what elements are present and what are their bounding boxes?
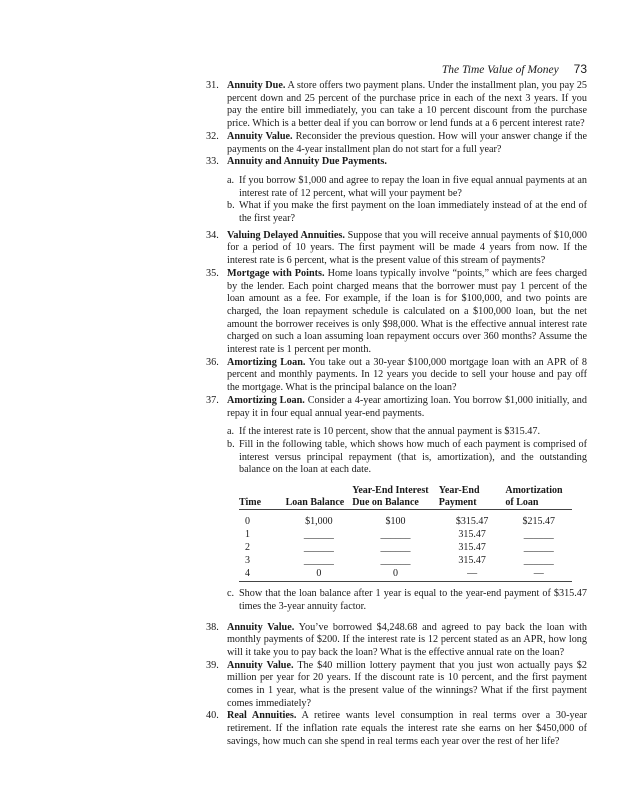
sub-question-letter: c.: [227, 588, 235, 600]
running-head: [442, 62, 587, 76]
table-cell: 0: [245, 516, 250, 528]
problem-number: 37.: [206, 394, 219, 406]
table-cell: ______: [303, 555, 334, 567]
problem-40: [206, 710, 587, 748]
problem-title: Real Annuities.: [227, 710, 297, 722]
sub-question: [206, 200, 587, 225]
sub-question: [206, 175, 587, 200]
sub-question-letter: a.: [227, 174, 235, 186]
problem-text: You take out a 30-year $100,000 mortgage loan with an APR of 8 percent and monthly payments. In 12 years you decide to sell your house and pay off the mortgage. What is the principal balance on the loan?: [227, 356, 587, 394]
problem-text: You’ve borrowed $4,248.68 and agreed to pay back the loan with monthly payments of $200. If the interest rate is 12 percent stated as an APR, how long will it take you to pay back the loan? What is the effective annual rate on the loan?: [227, 621, 587, 658]
table-cell: 0: [286, 567, 353, 582]
problem-32: [206, 131, 587, 156]
table-body: [239, 510, 572, 582]
problem-title: Annuity Value.: [227, 130, 293, 142]
sub-question-text: What if you make the first payment on the loan immediately instead of at the end of the first year?: [239, 200, 587, 225]
table-cell: 2: [245, 542, 250, 554]
amortization-table: [239, 485, 572, 582]
table-cell: 0: [352, 567, 439, 582]
problem-text: The $40 million lottery payment that you just won actually pays $2 million per year for 20 years. If the discount rate is 10 percent, and the first payment comes in 1 year, what is the present value of the winnings? What if the first payment comes immediately?: [227, 659, 587, 709]
table-row: [239, 554, 572, 567]
problem-title: Annuity Value.: [227, 621, 295, 633]
sub-question-text: If you borrow $1,000 and agree to repay the loan in five equal annual payments at an interest rate of 12 percent, what will your payment be?: [239, 174, 587, 199]
table-cell: 315.47: [458, 555, 486, 567]
sub-question-text: If the interest rate is 10 percent, show that the annual payment is $315.47.: [239, 426, 541, 438]
problem-39: [206, 660, 587, 711]
column-header: Year-End Payment: [439, 485, 506, 510]
problem-title: Amortizing Loan.: [227, 356, 306, 368]
problem-number: 38.: [206, 621, 219, 633]
problem-34: [206, 230, 587, 268]
sub-question-letter: b.: [227, 200, 235, 212]
table-cell: 1: [245, 529, 250, 541]
column-header: Amortization of Loan: [505, 485, 572, 510]
column-header: Year-End Interest Due on Balance: [352, 485, 439, 510]
table-header: [239, 485, 572, 510]
sub-question-text: Fill in the following table, which shows how much of each payment is comprised of interest versus principal repayment (that is, amortization), and the outstanding balance on the loan at each date.: [239, 438, 587, 476]
column-header: Loan Balance: [286, 485, 353, 510]
problem-number: 33.: [206, 156, 219, 168]
problem-number: 32.: [206, 130, 219, 142]
table-cell: ______: [303, 542, 334, 554]
table-row: [239, 541, 572, 554]
table-cell: $215.47: [522, 516, 555, 528]
problem-number: 35.: [206, 267, 219, 279]
table-cell: —: [439, 567, 506, 582]
table-cell: 315.47: [458, 542, 486, 554]
problem-35: [206, 268, 587, 357]
problem-text: Suppose that you will receive annual payments of $10,000 for a period of 10 years. The first payment will be made 4 years from now. If the interest rate is 6 percent, what is the present value of this stream of payments?: [227, 229, 587, 267]
sub-question: [206, 426, 587, 439]
table-cell: ______: [523, 555, 554, 567]
problem-text: A retiree wants level consumption in real terms over a 30-year retirement. If the inflation rate equals the interest rate she earns on her $450,000 of savings, how much can she spend in real terms each year over the rest of her life?: [227, 710, 588, 747]
sub-question-letter: a.: [227, 426, 235, 438]
table-cell: $1,000: [305, 516, 333, 528]
problem-title: Valuing Delayed Annuities.: [227, 229, 345, 241]
table-cell: ______: [380, 555, 411, 567]
sub-questions: [206, 426, 587, 477]
table-cell: —: [505, 567, 572, 582]
problem-text: A store offers two payment plans. Under the installment plan, you pay 25 percent down and 25 percent of the purchase price in each of the next 3 years. If you pay the entire bill immediately, you can take a 10 percent discount from the purchase price. Which is a better deal if you can borrow or lend funds at a 6 percent interest rate?: [227, 80, 588, 130]
table-cell: $315.47: [455, 516, 489, 528]
problem-title: Annuity Value.: [227, 659, 294, 671]
problem-text: Consider a 4-year amortizing loan. You borrow $1,000 initially, and repay it in four equal annual year-end payments.: [227, 394, 587, 419]
table-cell: ______: [380, 529, 411, 541]
problem-title: Mortgage with Points.: [227, 267, 325, 279]
sub-questions-after-table: [206, 588, 587, 613]
table-cell: ______: [303, 529, 334, 541]
problem-list: [206, 80, 587, 749]
problem-text: Home loans typically involve “points,” which are fees charged by the lender. Each point charged means that the borrower must pay 1 percent of the loan amount as a fee. For example, if the loan is for $100,000, and two points are charged, the loan repayment schedule is calculated on a $100,000 loan, but the net amount the borrower receives is only $98,000. What is the effective annual interest rate charged on such a loan assuming loan repayment occurs over 360 months? Assume the interest rate is 1 percent per month.: [227, 267, 588, 356]
problem-number: 40.: [206, 710, 219, 722]
problem-37: [206, 395, 587, 420]
problem-number: 31.: [206, 80, 219, 91]
problem-33: [206, 156, 587, 169]
table-cell: ______: [380, 542, 411, 554]
problem-title: Amortizing Loan.: [227, 394, 305, 406]
chapter-title: The Time Value of Money: [441, 64, 559, 76]
sub-questions: [206, 175, 587, 226]
table-cell: 315.47: [458, 529, 486, 541]
table-row: [239, 567, 572, 582]
table-cell: ______: [523, 529, 554, 541]
problem-31: [206, 80, 587, 131]
table-cell: $100: [385, 516, 406, 528]
table-cell: ______: [523, 542, 554, 554]
problem-number: 34.: [206, 229, 219, 241]
problem-number: 36.: [206, 356, 219, 368]
problem-text: Reconsider the previous question. How will your answer change if the payments on the 4-year installment plan do not start for a full year?: [227, 130, 587, 155]
sub-question: [206, 588, 587, 613]
problem-36: [206, 357, 587, 395]
sub-question: [206, 439, 587, 477]
problem-number: 39.: [206, 659, 219, 671]
table-cell: 3: [245, 555, 250, 567]
problem-title: Annuity Due.: [227, 80, 286, 91]
table-row: [239, 528, 572, 541]
sub-question-text: Show that the loan balance after 1 year is equal to the year-end payment of $315.47 times the 3-year annuity factor.: [239, 588, 587, 612]
page-number: 73: [573, 62, 587, 76]
sub-question-letter: b.: [227, 438, 235, 450]
header-row: [239, 485, 572, 510]
table-row: [239, 510, 572, 529]
table-cell: 4: [239, 567, 286, 582]
problem-title: Annuity and Annuity Due Payments.: [227, 156, 387, 168]
column-header: Time: [239, 485, 286, 510]
problem-38: [206, 622, 587, 660]
